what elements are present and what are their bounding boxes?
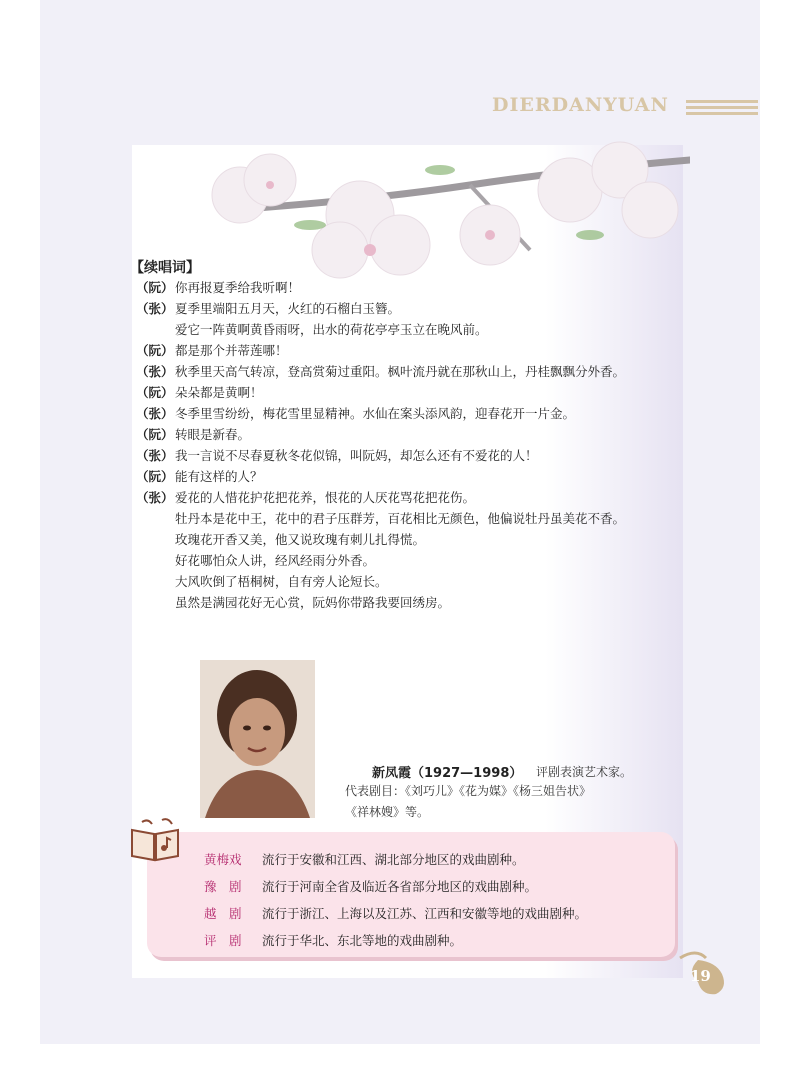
lyric-text: 我一言说不尽春夏秋冬花似锦，叫阮妈，却怎么还有不爱花的人！ [175, 448, 538, 463]
lyric-text: 冬季里雪纷纷，梅花雪里显精神。水仙在案头添风韵，迎春花开一片金。 [175, 406, 576, 421]
lyric-speaker: （张） [136, 301, 174, 316]
lyric-text: 玫瑰花开香又美，他又说玫瑰有刺儿扎得慌。 [175, 532, 426, 547]
glossary-term: 豫 剧 [204, 879, 242, 894]
lyric-text: 虽然是满园花好无心赏，阮妈你带路我要回绣房。 [175, 595, 451, 610]
lyric-text: 爱花的人惜花护花把花养，恨花的人厌花骂花把花伤。 [175, 490, 476, 505]
bio-description: 评剧表演艺术家。 [536, 765, 633, 779]
portrait-photo [200, 660, 315, 818]
lyric-speaker: （张） [136, 490, 174, 505]
unit-header: DIERDANYUAN [492, 94, 669, 116]
lyric-speaker: （张） [136, 448, 174, 463]
glossary-definition: 流行于浙江、上海以及江苏、江西和安徽等地的戏曲剧种。 [262, 906, 588, 921]
lyric-text: 你再报夏季给我听啊！ [175, 280, 301, 295]
lyric-speaker: （阮） [136, 343, 174, 358]
blossom-branch-illustration [170, 140, 690, 290]
lyric-text: 朵朵都是黄啊！ [175, 385, 263, 400]
lyric-speaker: （阮） [136, 385, 174, 400]
section-title: 【续唱词】 [130, 260, 200, 276]
lyric-text: 夏季里端阳五月天，火红的石榴白玉簪。 [175, 301, 401, 316]
lyric-speaker: （阮） [136, 427, 174, 442]
lyric-text: 大风吹倒了梧桐树，自有旁人论短长。 [175, 574, 388, 589]
glossary-definition: 流行于河南全省及临近各省部分地区的戏曲剧种。 [262, 879, 538, 894]
glossary-definition: 流行于安徽和江西、湖北部分地区的戏曲剧种。 [262, 852, 525, 867]
glossary-term: 越 剧 [204, 906, 242, 921]
glossary-term: 评 剧 [204, 933, 242, 948]
lyric-speaker: （阮） [136, 280, 174, 295]
glossary-term: 黄梅戏 [204, 852, 242, 867]
glossary-row [0, 850, 800, 872]
lyric-speaker: （张） [136, 364, 174, 379]
lyric-speaker: （张） [136, 406, 174, 421]
lyric-text: 秋季里天高气转凉，登高赏菊过重阳。枫叶流丹就在那秋山上，丹桂飘飘分外香。 [175, 364, 626, 379]
glossary-row [0, 877, 800, 899]
page-number: 19 [690, 967, 711, 985]
lyric-text: 都是那个并蒂莲哪！ [175, 343, 288, 358]
lyric-speaker: （阮） [136, 469, 174, 484]
glossary-definition: 流行于华北、东北等地的戏曲剧种。 [262, 933, 463, 948]
glossary-row [0, 904, 800, 926]
header-bars-decoration [686, 100, 758, 118]
lyric-text: 爱它一阵黄啊黄昏雨呀，出水的荷花亭亭玉立在晚风前。 [175, 322, 488, 337]
lyric-text: 转眼是新春。 [175, 427, 251, 442]
bio-works-continued: 《祥林嫂》等。 [345, 805, 430, 819]
bio-works: 代表剧目：《刘巧儿》《花为媒》《杨三姐告状》 [345, 784, 592, 798]
bio-name: 新凤霞（1927—1998） [372, 766, 523, 781]
lyric-text: 能有这样的人？ [175, 469, 263, 484]
lyric-text: 牡丹本是花中王，花中的君子压群芳，百花相比无颜色，他偏说牡丹虽美花不香。 [175, 511, 626, 526]
lyric-text: 好花哪怕众人讲，经风经雨分外香。 [175, 553, 376, 568]
